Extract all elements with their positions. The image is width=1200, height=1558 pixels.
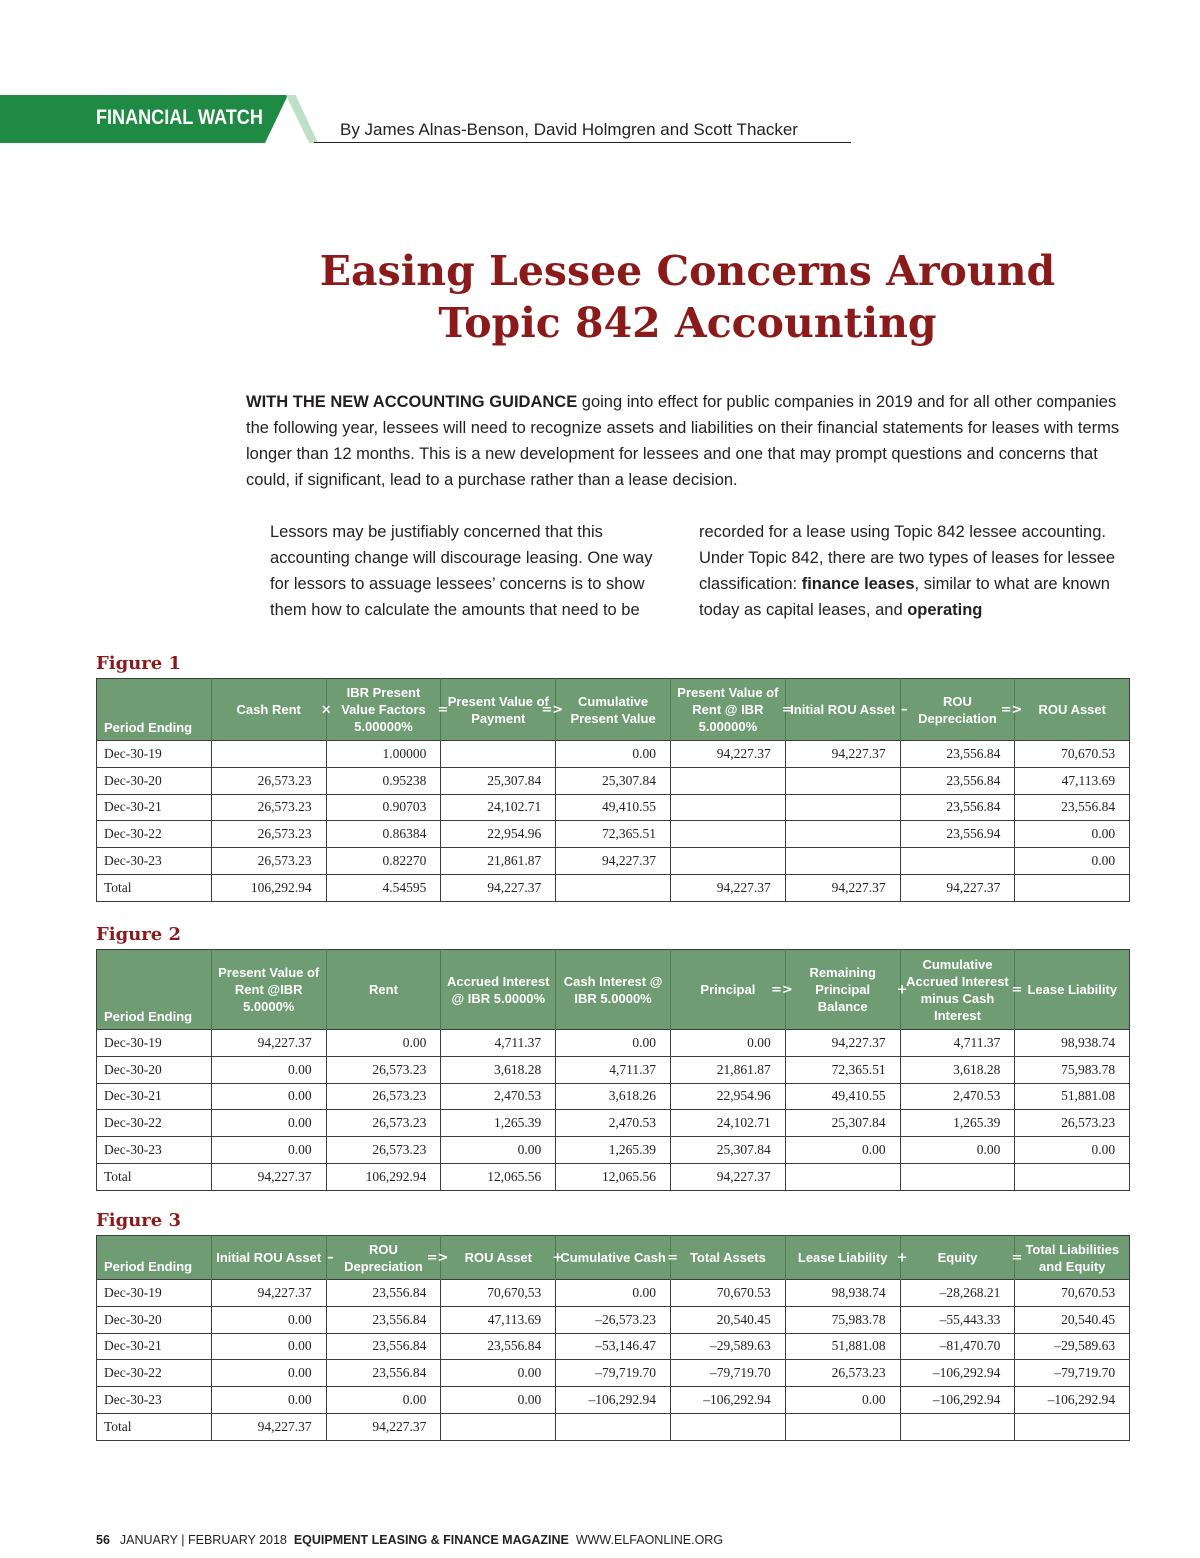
value-cell: 0.00 — [900, 1137, 1015, 1164]
period-cell: Dec-30-23 — [97, 1387, 212, 1414]
column-header — [97, 679, 212, 741]
value-cell: 0.00 — [785, 1387, 900, 1414]
period-cell: Total — [97, 1163, 212, 1190]
value-cell: –55,443.33 — [900, 1306, 1015, 1333]
value-cell: 26,573.23 — [326, 1137, 441, 1164]
value-cell — [900, 1413, 1015, 1440]
value-cell: 0.00 — [441, 1387, 556, 1414]
column-header — [211, 679, 332, 741]
period-cell: Dec-30-20 — [97, 1056, 212, 1083]
column-header-label: Cumulative Present Value — [570, 693, 656, 726]
column-header-label: Initial ROU Asset — [216, 1250, 322, 1265]
value-cell: 49,410.55 — [556, 794, 671, 821]
value-cell: 23,556.84 — [326, 1280, 441, 1307]
value-cell — [211, 741, 326, 768]
column-header — [900, 679, 1023, 741]
value-cell: 23,556.84 — [900, 741, 1015, 768]
operator-symbol: => — [541, 702, 564, 717]
article-title-line-1: Easing Lessee Concerns Around — [319, 247, 1056, 295]
figure-1-label: Figure 1 — [96, 653, 182, 674]
period-cell: Dec-30-21 — [97, 1333, 212, 1360]
value-cell: 3,618.26 — [556, 1083, 671, 1110]
operator-symbol: = — [781, 702, 793, 717]
table-header-row — [97, 950, 1130, 1030]
column-header-label: Period Ending — [104, 720, 193, 735]
period-cell: Dec-30-22 — [97, 1360, 212, 1387]
table-header-row — [97, 1236, 1130, 1280]
column-header — [785, 950, 908, 1030]
value-cell: 3,618.28 — [441, 1056, 556, 1083]
value-cell — [670, 821, 785, 848]
value-cell: 25,307.84 — [670, 1137, 785, 1164]
value-cell: 23,556.84 — [900, 767, 1015, 794]
column-header-label: Cumulative Cash — [560, 1250, 666, 1265]
value-cell: 26,573.23 — [326, 1056, 441, 1083]
value-cell: 72,365.51 — [785, 1056, 900, 1083]
value-cell: 0.00 — [556, 1030, 671, 1057]
value-cell: 0.00 — [670, 1030, 785, 1057]
value-cell: 0.00 — [1015, 848, 1130, 875]
table-row — [97, 1056, 1130, 1083]
value-cell: 3,618.28 — [900, 1056, 1015, 1083]
intro-text: going into effect for public companies in 2019 and for all other companies the following year, lessees will need to recognize assets and liabilities on their financial statements for leases with terms longer than 12 months. This is a new development for lessees and one that may prompt questions and concerns that could, if significant, lead to a purchase rather than a lease decision. — [246, 393, 1120, 489]
period-cell: Dec-30-19 — [97, 1280, 212, 1307]
table-total-row — [97, 1413, 1130, 1440]
value-cell — [1015, 1413, 1130, 1440]
period-cell: Dec-30-19 — [97, 1030, 212, 1057]
value-cell — [556, 1413, 671, 1440]
value-cell: –106,292.94 — [556, 1387, 671, 1414]
column-header-label: Cumulative Accrued Interest minus Cash Interest — [906, 956, 1009, 1023]
body-paragraph: Lessors may be justifiably concerned that this accounting change will discourage leasing. One way for lessors to assuage lessees’ concerns is to show them how to calculate the amounts that need to be — [270, 523, 653, 619]
value-cell: 94,227.37 — [556, 848, 671, 875]
value-cell: 75,983.78 — [1015, 1056, 1130, 1083]
column-header — [326, 1236, 449, 1280]
value-cell: 23,556.84 — [1015, 794, 1130, 821]
period-cell: Dec-30-21 — [97, 794, 212, 821]
column-header-label: Remaining Principal Balance — [809, 965, 876, 1014]
value-cell: 94,227.37 — [785, 1030, 900, 1057]
value-cell: 70,670.53 — [1015, 741, 1130, 768]
value-cell: –106,292.94 — [900, 1387, 1015, 1414]
table-row — [97, 794, 1130, 821]
value-cell: 0.00 — [211, 1333, 326, 1360]
value-cell: 24,102.71 — [441, 794, 556, 821]
value-cell: 70,670.53 — [1015, 1280, 1130, 1307]
column-header — [1015, 1236, 1130, 1280]
value-cell — [556, 874, 671, 901]
column-header-label: Period Ending — [104, 1259, 193, 1274]
column-header — [556, 950, 671, 1030]
operator-symbol: = — [1011, 1250, 1023, 1265]
period-cell: Dec-30-22 — [97, 821, 212, 848]
value-cell: 94,227.37 — [211, 1163, 326, 1190]
column-header-label: Lease Liability — [1027, 982, 1118, 997]
table-header-row — [97, 679, 1130, 741]
value-cell — [900, 1163, 1015, 1190]
column-header-label: Accrued Interest @ IBR 5.0000% — [446, 973, 550, 1006]
value-cell: 72,365.51 — [556, 821, 671, 848]
value-cell — [441, 741, 556, 768]
table-row — [97, 1333, 1130, 1360]
body-text: , similar to what are known today as capital leases, and — [699, 575, 1110, 619]
column-header-label: ROU Asset — [1038, 702, 1106, 717]
value-cell: 0.00 — [211, 1110, 326, 1137]
value-cell: 23,556.84 — [326, 1333, 441, 1360]
value-cell: 94,227.37 — [670, 1163, 785, 1190]
value-cell: 0.00 — [785, 1137, 900, 1164]
column-header — [441, 950, 556, 1030]
value-cell: 23,556.84 — [326, 1306, 441, 1333]
value-cell: 4,711.37 — [900, 1030, 1015, 1057]
page-footer — [96, 1533, 723, 1547]
value-cell: 26,573.23 — [211, 794, 326, 821]
value-cell: 94,227.37 — [785, 874, 900, 901]
byline: By James Alnas-Benson, David Holmgren and Scott Thacker — [340, 120, 798, 139]
value-cell: 0.00 — [211, 1137, 326, 1164]
value-cell: 0.00 — [211, 1360, 326, 1387]
column-header — [326, 950, 441, 1030]
value-cell: 22,954.96 — [670, 1083, 785, 1110]
column-header-label: Cash Interest @ IBR 5.0000% — [563, 973, 663, 1006]
column-header — [785, 1236, 908, 1280]
value-cell: 0.00 — [211, 1306, 326, 1333]
value-cell: 21,861.87 — [670, 1056, 785, 1083]
value-cell — [785, 1413, 900, 1440]
value-cell: 0.00 — [1015, 821, 1130, 848]
value-cell: 25,307.84 — [441, 767, 556, 794]
term-finance-leases: finance leases — [801, 575, 915, 593]
value-cell: –29,589.63 — [670, 1333, 785, 1360]
operator-symbol: × — [320, 702, 332, 717]
table-row — [97, 767, 1130, 794]
column-header — [670, 950, 793, 1030]
table-total-row — [97, 1163, 1130, 1190]
operator-symbol: – — [901, 702, 908, 717]
column-header-label: Period Ending — [104, 1009, 193, 1024]
column-header-label: Initial ROU Asset — [790, 702, 896, 717]
value-cell: 12,065.56 — [441, 1163, 556, 1190]
value-cell: 1,265.39 — [900, 1110, 1015, 1137]
column-header-label: Present Value of Rent @ IBR 5.00000% — [677, 685, 779, 734]
value-cell: 2,470.53 — [556, 1110, 671, 1137]
value-cell: 26,573.23 — [326, 1110, 441, 1137]
table-row — [97, 1030, 1130, 1057]
value-cell — [670, 848, 785, 875]
value-cell: 49,410.55 — [785, 1083, 900, 1110]
operator-symbol: + — [896, 1250, 908, 1265]
value-cell: –79,719.70 — [1015, 1360, 1130, 1387]
value-cell: 0.00 — [326, 1387, 441, 1414]
column-header-label: Present Value of Payment — [447, 693, 549, 726]
column-header — [785, 679, 908, 741]
value-cell: 0.00 — [441, 1137, 556, 1164]
column-header-label: Equity — [937, 1250, 978, 1265]
value-cell: 23,556.94 — [900, 821, 1015, 848]
figure-3-label: Figure 3 — [96, 1210, 182, 1231]
period-cell: Dec-30-19 — [97, 741, 212, 768]
value-cell: 21,861.87 — [441, 848, 556, 875]
column-header — [670, 679, 793, 741]
figure-2-label: Figure 2 — [96, 924, 182, 945]
value-cell — [670, 767, 785, 794]
column-header — [211, 950, 326, 1030]
value-cell: 98,938.74 — [1015, 1030, 1130, 1057]
page-number: 56 — [96, 1533, 110, 1547]
period-cell: Dec-30-22 — [97, 1110, 212, 1137]
value-cell: 0.00 — [441, 1360, 556, 1387]
value-cell: 20,540.45 — [670, 1306, 785, 1333]
value-cell: 26,573.23 — [211, 848, 326, 875]
value-cell: 0.00 — [556, 741, 671, 768]
column-header-label: Lease Liability — [797, 1250, 888, 1265]
value-cell — [785, 1163, 900, 1190]
value-cell: 98,938.74 — [785, 1280, 900, 1307]
table-row — [97, 848, 1130, 875]
value-cell — [1015, 1163, 1130, 1190]
value-cell: 26,573.23 — [326, 1083, 441, 1110]
value-cell: 70,670.53 — [670, 1280, 785, 1307]
value-cell: 94,227.37 — [211, 1413, 326, 1440]
operator-symbol: = — [437, 702, 449, 717]
value-cell: 4.54595 — [326, 874, 441, 901]
value-cell: 94,227.37 — [900, 874, 1015, 901]
value-cell: –106,292.94 — [670, 1387, 785, 1414]
value-cell: 94,227.37 — [670, 741, 785, 768]
value-cell: 12,065.56 — [556, 1163, 671, 1190]
value-cell: 47,113.69 — [1015, 767, 1130, 794]
body-text: recorded for a lease using Topic 842 lessee accounting. Under Topic 842, there are two types of leases for lessee classification: — [699, 523, 1116, 593]
operator-symbol: – — [327, 1250, 334, 1265]
value-cell: 1.00000 — [326, 741, 441, 768]
article-intro — [246, 389, 1126, 493]
column-header-label: Present Value of Rent @IBR 5.0000% — [218, 965, 320, 1014]
value-cell: 2,470.53 — [441, 1083, 556, 1110]
value-cell: 94,227.37 — [211, 1030, 326, 1057]
column-header — [211, 1236, 334, 1280]
value-cell — [670, 794, 785, 821]
period-cell: Dec-30-21 — [97, 1083, 212, 1110]
column-header — [670, 1236, 785, 1280]
body-column-1 — [246, 519, 666, 623]
period-cell: Dec-30-20 — [97, 767, 212, 794]
operator-symbol: => — [1000, 702, 1023, 717]
value-cell: 24,102.71 — [670, 1110, 785, 1137]
column-header-label: IBR Present Value Factors 5.00000% — [341, 685, 426, 734]
byline-rule — [314, 142, 851, 143]
issue-date: JANUARY | FEBRUARY 2018 — [119, 1533, 287, 1547]
table-row — [97, 1280, 1130, 1307]
value-cell: 26,573.23 — [211, 767, 326, 794]
value-cell: –28,268.21 — [900, 1280, 1015, 1307]
value-cell: 26,573.23 — [785, 1360, 900, 1387]
column-header — [556, 1236, 678, 1280]
operator-symbol: = — [667, 1250, 678, 1265]
column-header — [900, 1236, 1023, 1280]
column-header — [441, 679, 564, 741]
table-row — [97, 1110, 1130, 1137]
value-cell: 1,265.39 — [441, 1110, 556, 1137]
table-row — [97, 741, 1130, 768]
value-cell: 0.00 — [211, 1083, 326, 1110]
value-cell: 22,954.96 — [441, 821, 556, 848]
article-title — [240, 245, 1135, 349]
value-cell: 94,227.37 — [670, 874, 785, 901]
column-header — [1015, 950, 1130, 1030]
value-cell — [441, 1413, 556, 1440]
value-cell: 25,307.84 — [556, 767, 671, 794]
value-cell: 20,540.45 — [1015, 1306, 1130, 1333]
value-cell: 4,711.37 — [556, 1056, 671, 1083]
column-header-label: ROU Asset — [464, 1250, 532, 1265]
value-cell: 0.90703 — [326, 794, 441, 821]
value-cell: –26,573.23 — [556, 1306, 671, 1333]
term-operating: operating — [907, 601, 983, 619]
table-total-row — [97, 874, 1130, 901]
value-cell — [785, 767, 900, 794]
figure-1-table — [96, 678, 1130, 902]
value-cell: 94,227.37 — [326, 1413, 441, 1440]
column-header — [1015, 679, 1130, 741]
table-row — [97, 1360, 1130, 1387]
value-cell: 94,227.37 — [441, 874, 556, 901]
value-cell: –106,292.94 — [1015, 1387, 1130, 1414]
magazine-name: EQUIPMENT LEASING & FINANCE MAGAZINE — [293, 1533, 569, 1547]
intro-lead: WITH THE NEW ACCOUNTING GUIDANCE — [246, 393, 578, 411]
value-cell: 23,556.84 — [326, 1360, 441, 1387]
value-cell: –106,292.94 — [900, 1360, 1015, 1387]
value-cell: 51,881.08 — [1015, 1083, 1130, 1110]
value-cell: –81,470.70 — [900, 1333, 1015, 1360]
body-column-2 — [699, 519, 1131, 623]
value-cell: –53,146.47 — [556, 1333, 671, 1360]
value-cell: 25,307.84 — [785, 1110, 900, 1137]
value-cell: 23,556.84 — [441, 1333, 556, 1360]
value-cell — [785, 848, 900, 875]
value-cell: 2,470.53 — [900, 1083, 1015, 1110]
period-cell: Dec-30-23 — [97, 1137, 212, 1164]
value-cell: 51,881.08 — [785, 1333, 900, 1360]
table-row — [97, 1137, 1130, 1164]
column-header — [97, 1236, 212, 1280]
value-cell: 106,292.94 — [326, 1163, 441, 1190]
value-cell: 0.00 — [326, 1030, 441, 1057]
website: WWW.ELFAONLINE.ORG — [575, 1533, 724, 1547]
table-row — [97, 1083, 1130, 1110]
column-header — [556, 679, 671, 741]
operator-symbol: => — [426, 1250, 449, 1265]
table-row — [97, 1387, 1130, 1414]
column-header — [326, 679, 449, 741]
period-cell: Total — [97, 1413, 212, 1440]
column-header-label: ROU Depreciation — [918, 693, 997, 726]
value-cell — [785, 794, 900, 821]
value-cell — [900, 848, 1015, 875]
section-label: FINANCIAL WATCH — [96, 106, 263, 129]
value-cell: 0.82270 — [326, 848, 441, 875]
value-cell: 26,573.23 — [1015, 1110, 1130, 1137]
period-cell: Dec-30-20 — [97, 1306, 212, 1333]
column-header — [900, 950, 1023, 1030]
value-cell — [1015, 874, 1130, 901]
value-cell: 0.00 — [211, 1387, 326, 1414]
value-cell — [670, 1413, 785, 1440]
value-cell: 106,292.94 — [211, 874, 326, 901]
value-cell: 4,711.37 — [441, 1030, 556, 1057]
table-row — [97, 1306, 1130, 1333]
value-cell: 0.86384 — [326, 821, 441, 848]
period-cell: Total — [97, 874, 212, 901]
period-cell: Dec-30-23 — [97, 848, 212, 875]
value-cell: 23,556.84 — [900, 794, 1015, 821]
column-header-label: ROU Depreciation — [344, 1241, 423, 1274]
value-cell: 94,227.37 — [785, 741, 900, 768]
column-header-label: Principal — [700, 982, 756, 997]
column-header-label: Total Liabilities and Equity — [1025, 1241, 1120, 1274]
column-header-label: Cash Rent — [236, 702, 301, 717]
value-cell: 0.00 — [1015, 1137, 1130, 1164]
value-cell: 47,113.69 — [441, 1306, 556, 1333]
column-header — [441, 1236, 564, 1280]
column-header-label: Total Assets — [689, 1250, 766, 1265]
operator-symbol: + — [552, 1250, 564, 1265]
figure-3-table — [96, 1235, 1130, 1441]
section-banner-accent — [286, 95, 318, 143]
article-title-line-2: Topic 842 Accounting — [438, 299, 937, 347]
value-cell: 75,983.78 — [785, 1306, 900, 1333]
table-row — [97, 821, 1130, 848]
value-cell: –79,719.70 — [556, 1360, 671, 1387]
operator-symbol: + — [896, 982, 908, 997]
value-cell: 0.95238 — [326, 767, 441, 794]
operator-symbol: => — [770, 982, 793, 997]
column-header — [97, 950, 212, 1030]
value-cell — [785, 821, 900, 848]
value-cell: 94,227.37 — [211, 1280, 326, 1307]
operator-symbol: = — [1011, 982, 1023, 997]
value-cell: 70,670,53 — [441, 1280, 556, 1307]
value-cell: 26,573.23 — [211, 821, 326, 848]
value-cell: 0.00 — [556, 1280, 671, 1307]
value-cell: 0.00 — [211, 1056, 326, 1083]
column-header-label: Rent — [369, 982, 398, 997]
figure-2-table — [96, 949, 1130, 1191]
value-cell: –29,589.63 — [1015, 1333, 1130, 1360]
value-cell: –79,719.70 — [670, 1360, 785, 1387]
value-cell: 1,265.39 — [556, 1137, 671, 1164]
